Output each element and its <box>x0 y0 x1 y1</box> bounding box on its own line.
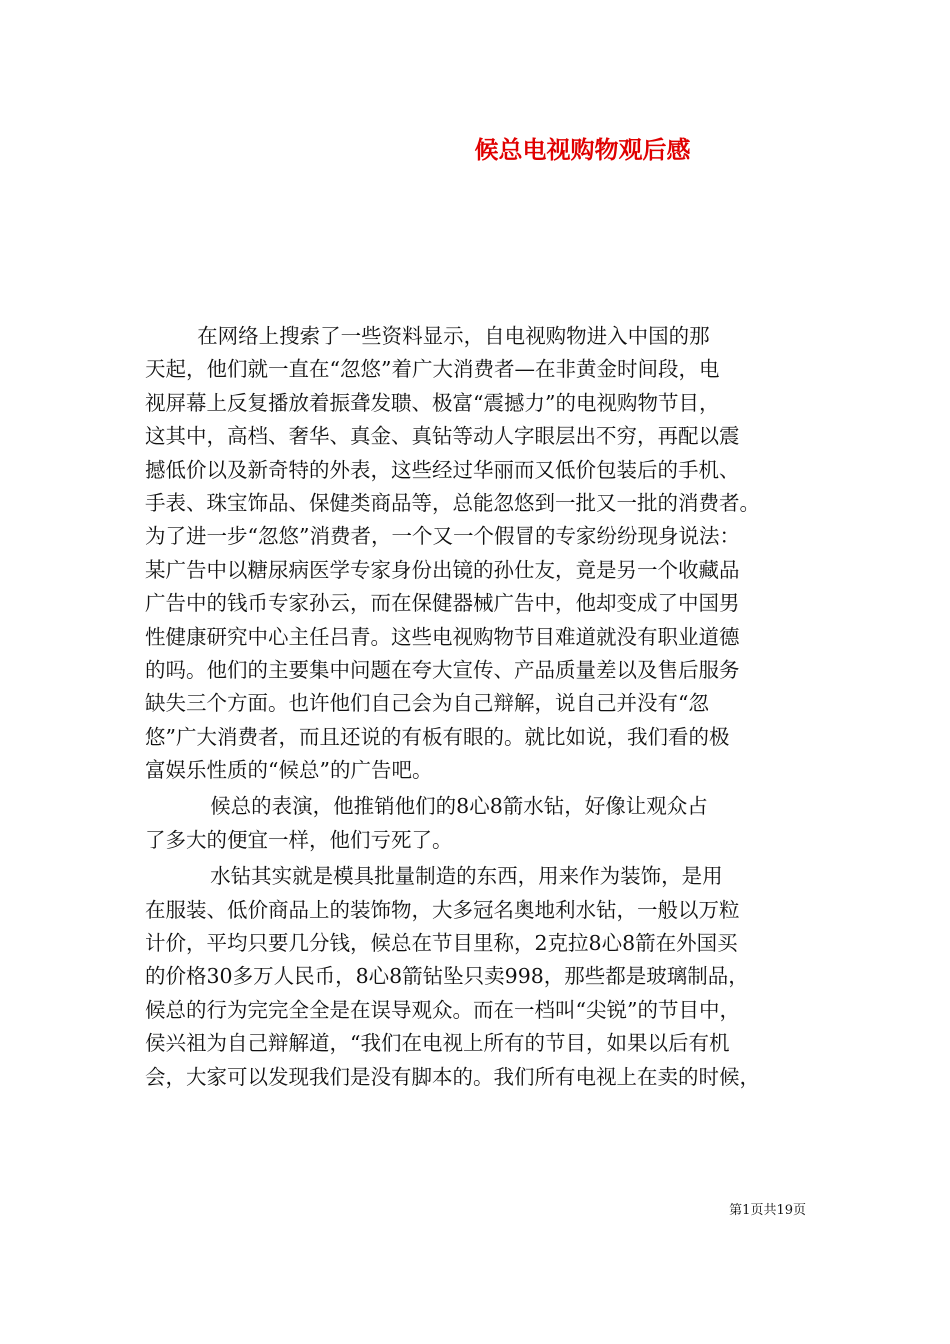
body-line: 撼低价以及新奇特的外表，这些经过华丽而又低价包装后的手机、 <box>145 457 740 482</box>
body-line: 天起，他们就一直在“忽悠”着广大消费者—在非黄金时间段，电 <box>145 357 720 382</box>
body-line: 缺失三个方面。也许他们自己会为自己辩解，说自己并没有“忽 <box>145 691 709 716</box>
document-body <box>145 320 815 1094</box>
body-line: 侯兴祖为自己辩解道，“我们在电视上所有的节目，如果以后有机 <box>145 1031 730 1056</box>
body-line: 候总的行为完完全全是在误导观众。而在一档叫“尖锐”的节目中， <box>145 997 740 1022</box>
body-line: 富娱乐性质的“候总”的广告吧。 <box>145 758 433 783</box>
body-line: 为了进一步“忽悠”消费者，一个又一个假冒的专家纷纷现身说法： <box>145 524 740 549</box>
body-line: 在网络上搜索了一些资料显示，自电视购物进入中国的那 <box>145 324 710 348</box>
body-line: 这其中，高档、奢华、真金、真钻等动人字眼层出不穷，再配以震 <box>145 424 740 449</box>
body-line: 广告中的钱币专家孙云，而在保健器械广告中，他却变成了中国男 <box>145 591 740 616</box>
body-line: 了多大的便宜一样，他们亏死了。 <box>145 827 453 852</box>
body-line: 水钻其实就是模具批量制造的东西，用来作为装饰，是用 <box>145 864 723 889</box>
body-line: 的价格30多万人民币，8心8箭钻坠只卖998，那些都是玻璃制品， <box>145 964 749 989</box>
body-line: 悠”广大消费者，而且还说的有板有眼的。就比如说，我们看的极 <box>145 724 730 749</box>
body-line: 视屏幕上反复播放着振聋发聩、极富“震撼力”的电视购物节目， <box>145 390 720 415</box>
body-line: 在服装、低价商品上的装饰物，大多冠名奥地利水钻，一般以万粒 <box>145 897 740 922</box>
body-line: 性健康研究中心主任吕青。这些电视购物节目难道就没有职业道德 <box>145 624 740 649</box>
body-line: 计价，平均只要几分钱，候总在节目里称，2克拉8心8箭在外国买 <box>145 931 738 956</box>
body-line: 手表、珠宝饰品、保健类商品等，总能忽悠到一批又一批的消费者。 <box>145 490 760 515</box>
body-line: 候总的表演，他推销他们的8心8箭水钻，好像让观众占 <box>145 794 708 819</box>
page-title: 候总电视购物观后感 <box>474 135 691 164</box>
body-line: 会，大家可以发现我们是没有脚本的。我们所有电视上在卖的时候， <box>145 1064 760 1089</box>
body-line: 某广告中以糖尿病医学专家身份出镜的孙仕友，竟是另一个收藏品 <box>145 557 740 582</box>
body-line: 的吗。他们的主要集中问题在夸大宣传、产品质量差以及售后服务 <box>145 657 740 682</box>
page-number: 第1页共19页 <box>729 1203 806 1218</box>
